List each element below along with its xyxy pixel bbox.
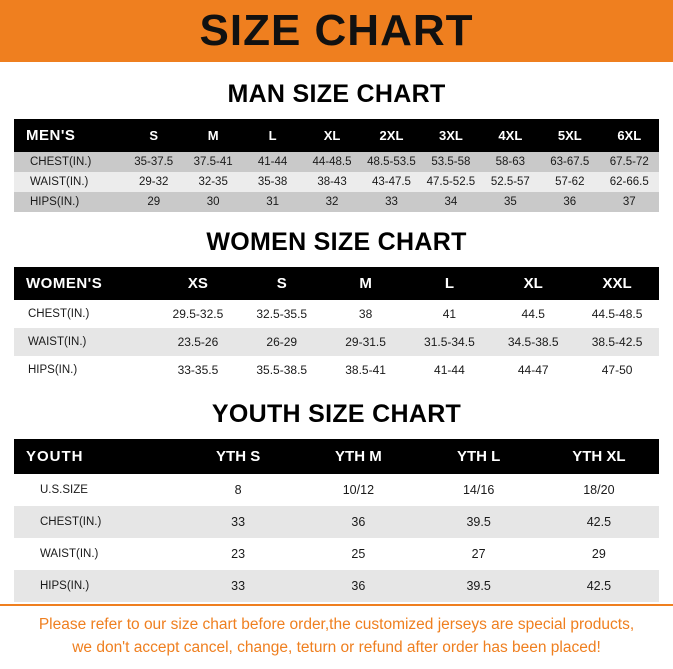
table-row (14, 538, 659, 570)
cell: 23.5-26 (156, 328, 240, 356)
cell: 35-37.5 (124, 152, 183, 172)
cell: 48.5-53.5 (362, 152, 421, 172)
cell: 62-66.5 (600, 172, 660, 192)
cell: 58-63 (481, 152, 540, 172)
footer-line-1: Please refer to our size chart before order,the customized jerseys are special products, (38, 616, 635, 634)
cell: 44-48.5 (302, 152, 361, 172)
cell: 29 (124, 192, 183, 212)
column-header-yth-xl: YTH XL (539, 439, 659, 474)
cell: 29.5-32.5 (156, 300, 240, 328)
column-header-rowlabel: YOUTH (14, 439, 178, 474)
cell: 32 (302, 192, 361, 212)
cell: 32-35 (183, 172, 242, 192)
column-header-yth-m: YTH M (298, 439, 418, 474)
column-header-l: L (243, 119, 302, 152)
cell: 57-62 (540, 172, 599, 192)
cell: 34.5-38.5 (491, 328, 575, 356)
cell: 41-44 (243, 152, 302, 172)
cell: 34 (421, 192, 480, 212)
row-label-chest: CHEST(IN.) (14, 506, 178, 538)
cell: 47.5-52.5 (421, 172, 480, 192)
cell: 37.5-41 (183, 152, 242, 172)
section-youth-size-chart (0, 400, 673, 602)
cell: 36 (540, 192, 599, 212)
cell: 36 (298, 570, 418, 602)
column-header-3xl: 3XL (421, 119, 480, 152)
column-header-xl: XL (302, 119, 361, 152)
cell: 37 (600, 192, 660, 212)
cell: 36 (298, 506, 418, 538)
cell: 30 (183, 192, 242, 212)
footer-note (0, 604, 673, 669)
column-header-6xl: 6XL (600, 119, 660, 152)
table-row (14, 300, 659, 328)
cell: 31 (243, 192, 302, 212)
column-header-xxl: XXL (575, 267, 659, 300)
column-header-5xl: 5XL (540, 119, 599, 152)
column-header-4xl: 4XL (481, 119, 540, 152)
cell: 8 (178, 474, 298, 506)
cell: 33-35.5 (156, 356, 240, 384)
table-row (14, 192, 659, 212)
table-row (14, 506, 659, 538)
cell: 42.5 (539, 570, 659, 602)
table-header-row (14, 267, 659, 300)
row-label-chest: CHEST(IN.) (14, 300, 156, 328)
cell: 32.5-35.5 (240, 300, 324, 328)
cell: 44-47 (491, 356, 575, 384)
cell: 43-47.5 (362, 172, 421, 192)
footer-line-2: we don't accept cancel, change, teturn or refund after order has been placed! (72, 638, 601, 656)
section-title-women: WOMEN SIZE CHART (206, 228, 467, 256)
cell: 41-44 (407, 356, 491, 384)
cell: 33 (178, 570, 298, 602)
cell: 38.5-41 (324, 356, 408, 384)
column-header-s: S (124, 119, 183, 152)
table-header-row (14, 119, 659, 152)
column-header-2xl: 2XL (362, 119, 421, 152)
cell: 18/20 (539, 474, 659, 506)
cell: 38.5-42.5 (575, 328, 659, 356)
table-man-size-chart (14, 119, 659, 212)
cell: 33 (178, 506, 298, 538)
column-header-s: S (240, 267, 324, 300)
section-title-youth: YOUTH SIZE CHART (211, 400, 462, 428)
cell: 31.5-34.5 (407, 328, 491, 356)
table-women-size-chart (14, 267, 659, 384)
cell: 41 (407, 300, 491, 328)
cell: 29-31.5 (324, 328, 408, 356)
cell: 35 (481, 192, 540, 212)
table-row (14, 328, 659, 356)
row-label-hips: HIPS(IN.) (14, 192, 124, 212)
cell: 29-32 (124, 172, 183, 192)
row-label-waist: WAIST(IN.) (14, 328, 156, 356)
cell: 29 (539, 538, 659, 570)
section-man-size-chart (0, 80, 673, 212)
table-row (14, 570, 659, 602)
cell: 35-38 (243, 172, 302, 192)
cell: 14/16 (419, 474, 539, 506)
row-label-us-size: U.S.SIZE (14, 474, 178, 506)
table-youth-size-chart (14, 439, 659, 602)
cell: 10/12 (298, 474, 418, 506)
cell: 53.5-58 (421, 152, 480, 172)
cell: 35.5-38.5 (240, 356, 324, 384)
table-row (14, 356, 659, 384)
cell: 38-43 (302, 172, 361, 192)
column-header-l: L (407, 267, 491, 300)
cell: 23 (178, 538, 298, 570)
cell: 44.5 (491, 300, 575, 328)
cell: 25 (298, 538, 418, 570)
column-header-rowlabel: MEN'S (14, 119, 124, 152)
row-label-hips: HIPS(IN.) (14, 570, 178, 602)
cell: 26-29 (240, 328, 324, 356)
cell: 38 (324, 300, 408, 328)
column-header-xs: XS (156, 267, 240, 300)
page-title: SIZE CHART (199, 6, 474, 55)
table-header-row (14, 439, 659, 474)
row-label-chest: CHEST(IN.) (14, 152, 124, 172)
cell: 52.5-57 (481, 172, 540, 192)
cell: 63-67.5 (540, 152, 599, 172)
column-header-m: M (324, 267, 408, 300)
column-header-m: M (183, 119, 242, 152)
cell: 47-50 (575, 356, 659, 384)
row-label-waist: WAIST(IN.) (14, 172, 124, 192)
cell: 44.5-48.5 (575, 300, 659, 328)
column-header-rowlabel: WOMEN'S (14, 267, 156, 300)
section-women-size-chart (0, 228, 673, 384)
cell: 33 (362, 192, 421, 212)
cell: 27 (419, 538, 539, 570)
column-header-yth-s: YTH S (178, 439, 298, 474)
table-row (14, 474, 659, 506)
section-title-man: MAN SIZE CHART (227, 80, 446, 108)
table-row (14, 152, 659, 172)
cell: 39.5 (419, 570, 539, 602)
cell: 42.5 (539, 506, 659, 538)
cell: 67.5-72 (600, 152, 660, 172)
column-header-yth-l: YTH L (419, 439, 539, 474)
row-label-waist: WAIST(IN.) (14, 538, 178, 570)
table-row (14, 172, 659, 192)
header-banner (0, 0, 673, 64)
row-label-hips: HIPS(IN.) (14, 356, 156, 384)
cell: 39.5 (419, 506, 539, 538)
column-header-xl: XL (491, 267, 575, 300)
